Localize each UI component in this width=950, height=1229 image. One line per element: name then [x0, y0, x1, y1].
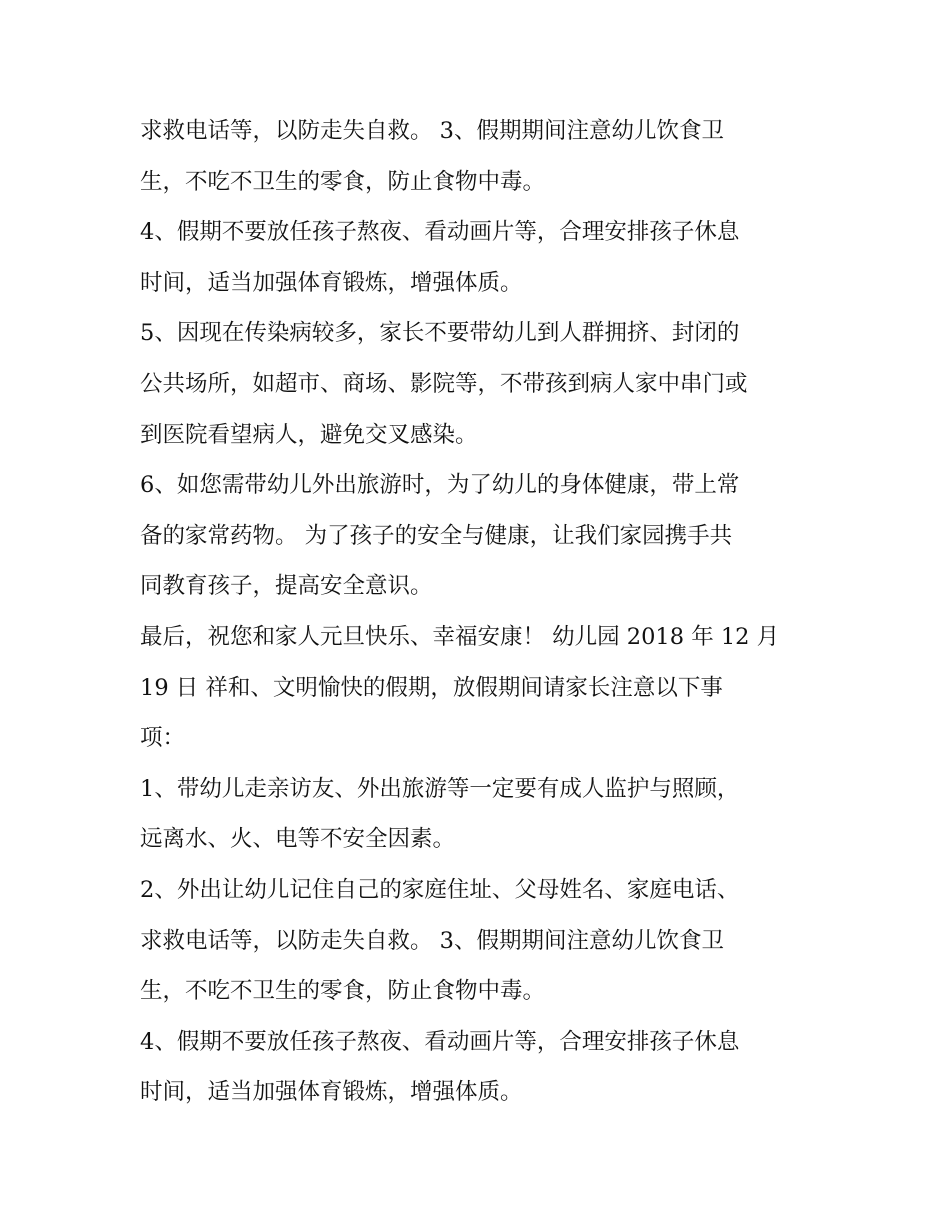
text-line: 6、如您需带幼儿外出旅游时，为了幼儿的身体健康，带上常	[140, 472, 740, 499]
text-line: 19 日 祥和、文明愉快的假期，放假期间请家长注意以下事	[140, 674, 723, 701]
text-line: 求救电话等，以防走失自救。 3、假期期间注意幼儿饮食卫	[140, 118, 724, 144]
document-body	[140, 113, 830, 1125]
text-line: 时间，适当加强体育锻炼，增强体质。	[140, 1079, 523, 1106]
text-line: 4、假期不要放任孩子熬夜、看动画片等，合理安排孩子休息	[140, 1028, 740, 1055]
text-line: 2、外出让幼儿记住自己的家庭住址、父母姓名、家庭电话、	[140, 876, 740, 903]
text-line: 生，不吃不卫生的零食，防止食物中毒。	[140, 978, 546, 1005]
text-line: 求救电话等，以防走失自救。 3、假期期间注意幼儿饮食卫	[140, 927, 724, 954]
text-line: 公共场所，如超市、商场、影院等，不带孩到病人家中串门或	[140, 370, 748, 397]
text-line: 最后，祝您和家人元旦快乐、幸福安康！ 幼儿园 2018 年 12 月	[140, 623, 780, 650]
text-line: 远离水、火、电等不安全因素。	[140, 826, 456, 853]
text-line: 时间，适当加强体育锻炼，增强体质。	[140, 269, 523, 296]
text-line: 项：	[140, 725, 186, 752]
text-line: 4、假期不要放任孩子熬夜、看动画片等，合理安排孩子休息	[140, 219, 740, 246]
text-line: 5、因现在传染病较多，家长不要带幼儿到人群拥挤、封闭的	[140, 320, 740, 347]
text-line: 备的家常药物。 为了孩子的安全与健康，让我们家园携手共	[140, 522, 733, 549]
text-line: 1、带幼儿走亲访友、外出旅游等一定要有成人监护与照顾，	[140, 775, 740, 802]
text-line: 到医院看望病人，避免交叉感染。	[140, 421, 478, 448]
text-line: 生，不吃不卫生的零食，防止食物中毒。	[140, 168, 546, 195]
text-line: 同教育孩子，提高安全意识。	[140, 573, 433, 600]
